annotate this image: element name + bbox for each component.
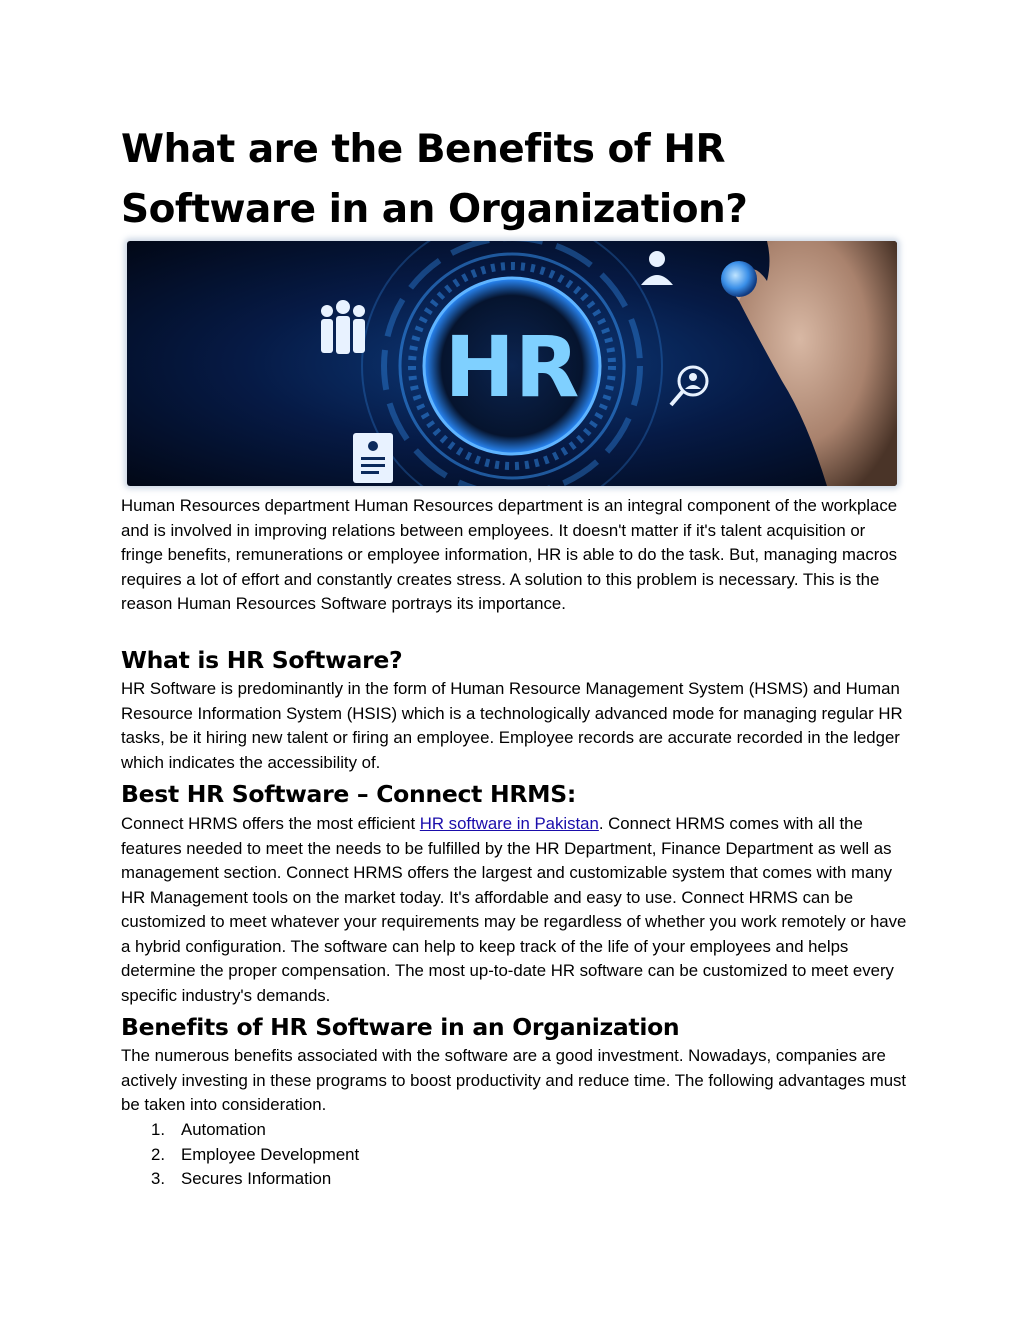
- section-heading-what-is: What is HR Software?: [121, 646, 403, 674]
- section-heading-benefits: Benefits of HR Software in an Organization: [121, 1013, 680, 1041]
- hero-hr-text: HR: [444, 318, 580, 416]
- list-item: [121, 1167, 359, 1192]
- hero-illustration: [127, 241, 897, 486]
- body-text-after-link: . Connect HRMS comes with all the features needed to meet the needs to be fulfilled by the HR Department, Finance Department as well as management section. Connect HRMS offers the largest and customizable system that comes with many HR Management tools on the market today. It's affordable and easy to use. Connect HRMS can be customized to meet whatever your requirements may be regardless of whether you work remotely or have a hybrid configuration. The software can help to keep track of the life of your employees and helps determine the proper compensation. The most up-to-date HR software can be customized to meet every specific industry's demands.: [121, 814, 907, 1005]
- list-item-label: Employee Development: [181, 1144, 360, 1164]
- section-best-software-body: [121, 812, 911, 1008]
- glowing-sphere: [721, 261, 757, 297]
- section-what-is-body: HR Software is predominantly in the form of Human Resource Management System (HSMS) and Human Resource Information System (HSIS) which is a technologically advanced mode for managing regular HR tasks, be it hiring new talent or firing an employee. Employee records are accurate recorded in the ledger which indicates the accessibility of.: [121, 679, 903, 772]
- list-item-number: 3.: [151, 1169, 165, 1188]
- list-item-number: 2.: [151, 1144, 165, 1164]
- body-text-before-link: Connect HRMS offers the most efficient: [121, 814, 420, 833]
- section-benefits-body: The numerous benefits associated with the software are a good investment. Nowadays, companies are actively investing in these programs to boost productivity and reduce time. The following advantages must be taken into consideration.: [121, 1046, 907, 1114]
- hr-software-pakistan-link[interactable]: HR software in Pakistan: [419, 814, 599, 833]
- list-item-label: Secures Information: [181, 1169, 332, 1188]
- section-heading-best-software: Best HR Software – Connect HRMS:: [121, 780, 576, 808]
- intro-paragraph: Human Resources department Human Resources department is an integral component of the workplace and is involved in improving relations between employees. It doesn't matter if it's talent acquisition or fringe benefits, remunerations or employee information, HR is able to do the task. But, managing macros requires a lot of effort and constantly creates stress. A solution to this problem is necessary. This is the reason Human Resources Software portrays its importance.: [121, 496, 898, 613]
- list-item-label: Automation: [181, 1120, 266, 1139]
- document-page: [121, 120, 906, 240]
- people-group-icon: [321, 300, 365, 354]
- list-item: [121, 1118, 359, 1143]
- resume-document-icon: [353, 433, 393, 483]
- benefits-list: [121, 1118, 359, 1192]
- hero-image: [127, 241, 897, 486]
- list-item: [121, 1143, 359, 1168]
- list-item-number: 1.: [151, 1120, 165, 1139]
- page-title: What are the Benefits of HR Software in an Organization?: [121, 127, 748, 232]
